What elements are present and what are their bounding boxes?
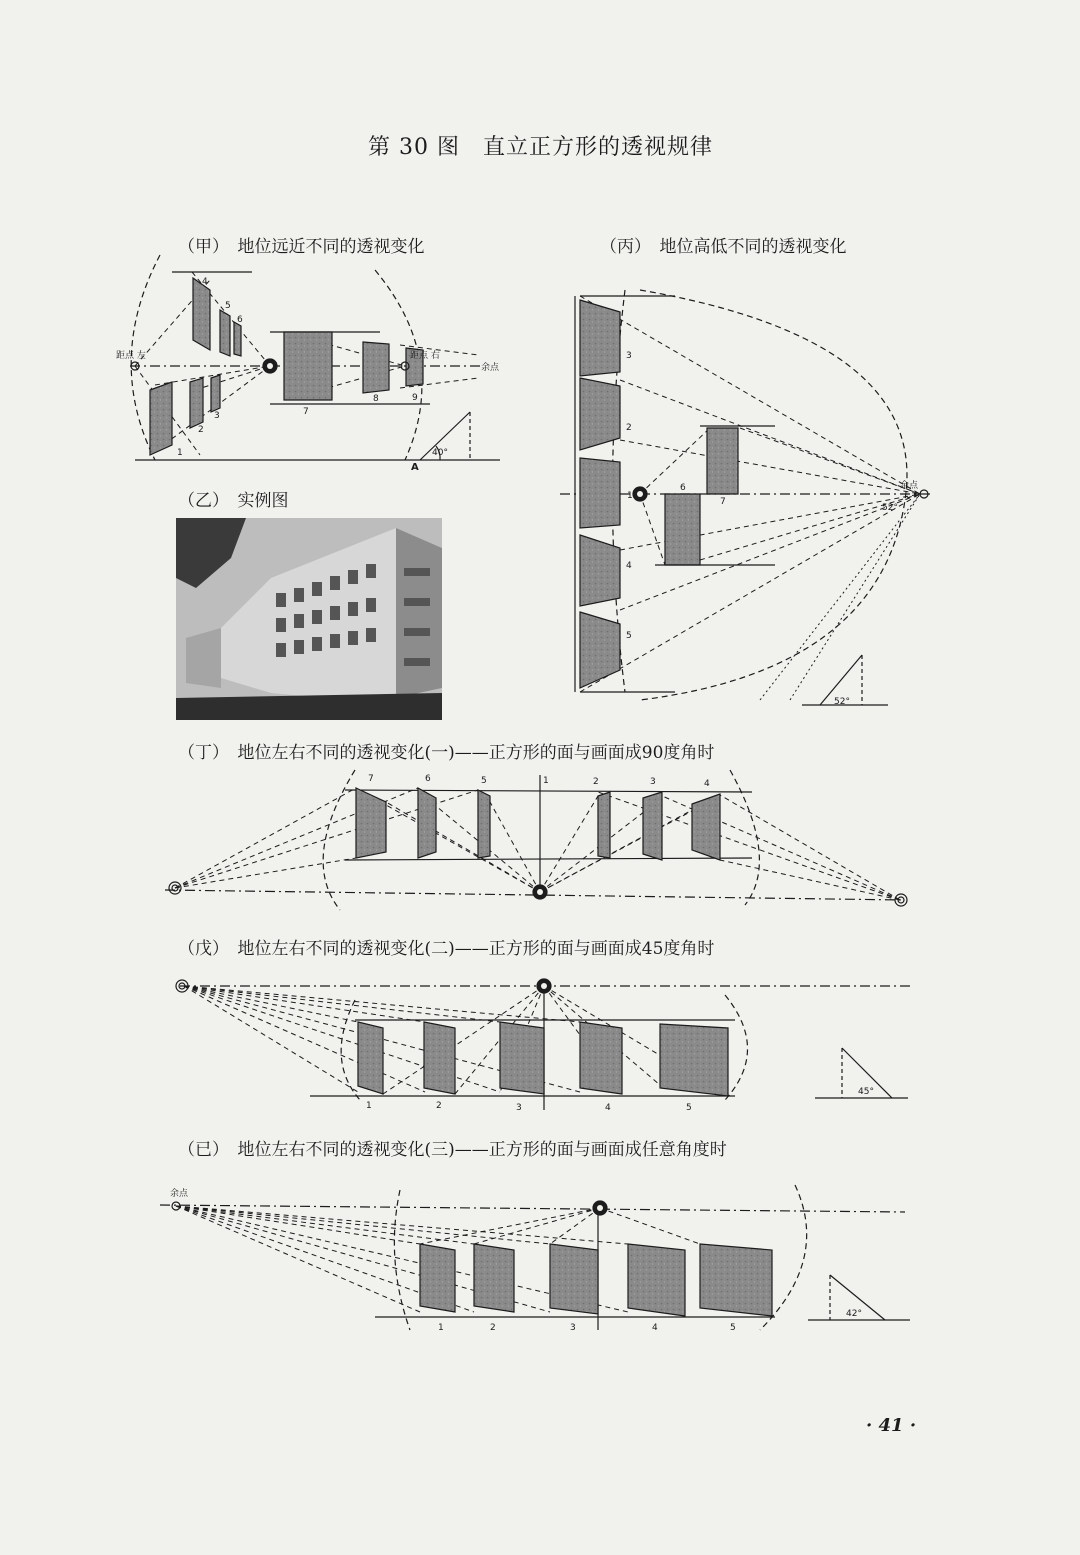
square-7-ding [356, 788, 386, 858]
diagram-bing [560, 290, 930, 705]
num-9-jia: 9 [412, 393, 418, 403]
square-7-jia [284, 332, 332, 400]
label-angle-45: 45° [858, 1087, 874, 1097]
num-7-jia: 7 [303, 407, 309, 417]
num-3-ji: 3 [570, 1323, 576, 1333]
num-7-bing: 7 [720, 497, 726, 507]
square-4-jia [193, 278, 210, 350]
diagram-ji [160, 1185, 910, 1330]
num-8-jia: 8 [373, 394, 379, 404]
num-2-jia: 2 [198, 425, 204, 435]
caption-ji: （已） 地位左右不同的透视变化(三)——正方形的面与画面成任意角度时 [178, 1140, 727, 1160]
num-4-bing: 4 [626, 561, 632, 571]
label-angle-52-top: 52° [882, 503, 898, 513]
label-angle-42: 42° [846, 1309, 862, 1319]
label-remainder-jia: 余点 [481, 363, 500, 373]
label-distance-left: 距点 左 [116, 351, 146, 361]
label-angle-40: 40° [432, 448, 448, 458]
num-5-jia: 5 [225, 301, 231, 311]
square-8-jia [363, 342, 389, 393]
label-angle-52-bottom: 52° [834, 697, 850, 707]
square-3-wu [500, 1022, 544, 1094]
num-3-wu: 3 [516, 1103, 522, 1113]
num-6-ding: 6 [425, 774, 431, 784]
label-A: A [411, 462, 419, 473]
num-1-ji: 1 [438, 1323, 444, 1333]
num-2-bing: 2 [626, 423, 632, 433]
square-3-bing [580, 300, 620, 376]
square-2-bing [580, 378, 620, 450]
horizon-line-ji [160, 1205, 905, 1212]
labels-ding [368, 774, 710, 789]
caption-yi: （乙） 实例图 [178, 491, 289, 511]
square-2-ding [598, 792, 610, 858]
num-4-ji: 4 [652, 1323, 658, 1333]
num-2-ding: 2 [593, 777, 599, 787]
num-5-wu: 5 [686, 1103, 692, 1113]
page-title: 第 30 图 直立正方形的透视规律 [368, 135, 713, 160]
square-5-ji [700, 1244, 772, 1316]
caption-wu: （戊） 地位左右不同的透视变化(二)——正方形的面与画面成45度角时 [178, 939, 715, 959]
num-1-wu: 1 [366, 1101, 372, 1111]
square-3-ji [550, 1244, 598, 1314]
square-3-ding [643, 792, 662, 860]
num-5-bing: 5 [626, 631, 632, 641]
num-6-jia: 6 [237, 315, 243, 325]
square-1-jia [150, 382, 172, 455]
num-3-bing: 3 [626, 351, 632, 361]
label-remainder-ji: 余点 [170, 1189, 189, 1199]
diagram-ding [165, 770, 907, 910]
num-2-wu: 2 [436, 1101, 442, 1111]
square-5-bing [580, 612, 620, 688]
square-2-wu [424, 1022, 455, 1094]
diagram-jia [130, 255, 500, 460]
square-1-bing [580, 458, 620, 528]
num-1-jia: 1 [177, 448, 183, 458]
num-3-ding: 3 [650, 777, 656, 787]
label-distance-right: 距点 右 [410, 351, 440, 361]
caption-jia: （甲） 地位远近不同的透视变化 [178, 237, 425, 257]
square-1-wu [358, 1022, 383, 1094]
distance-point-right-ding [895, 894, 907, 906]
square-4-ji [628, 1244, 685, 1316]
square-1-ji [420, 1244, 455, 1312]
square-4-bing [580, 535, 620, 606]
num-1-ding: 1 [543, 776, 549, 786]
square-7-bing [707, 428, 738, 494]
label-remainder-bing: 余点 [900, 481, 919, 491]
page-number: · 41 · [866, 1415, 917, 1436]
square-5-wu [660, 1024, 728, 1096]
num-5-ji: 5 [730, 1323, 736, 1333]
square-6-bing [665, 494, 700, 565]
caption-ding: （丁） 地位左右不同的透视变化(一)——正方形的面与画面成90度角时 [178, 743, 715, 763]
caption-bing: （丙） 地位高低不同的透视变化 [600, 237, 847, 257]
num-4-jia: 4 [202, 277, 208, 287]
square-6-jia [234, 322, 241, 356]
num-1-bing: 1 [627, 491, 633, 501]
num-5-ding: 5 [481, 776, 487, 786]
num-4-ding: 4 [704, 779, 710, 789]
square-6-ding [418, 788, 436, 858]
num-6-bing: 6 [680, 483, 686, 493]
num-4-wu: 4 [605, 1103, 611, 1113]
square-2-ji [474, 1244, 514, 1312]
num-2-ji: 2 [490, 1323, 496, 1333]
square-4-ding [692, 794, 720, 860]
square-4-wu [580, 1022, 622, 1094]
square-5-jia [220, 310, 230, 356]
num-7-ding: 7 [368, 774, 374, 784]
square-5-ding [478, 790, 490, 858]
square-2-jia [190, 378, 203, 428]
diagram-wu [176, 979, 912, 1110]
square-3-jia [211, 375, 220, 412]
num-3-jia: 3 [214, 411, 220, 421]
